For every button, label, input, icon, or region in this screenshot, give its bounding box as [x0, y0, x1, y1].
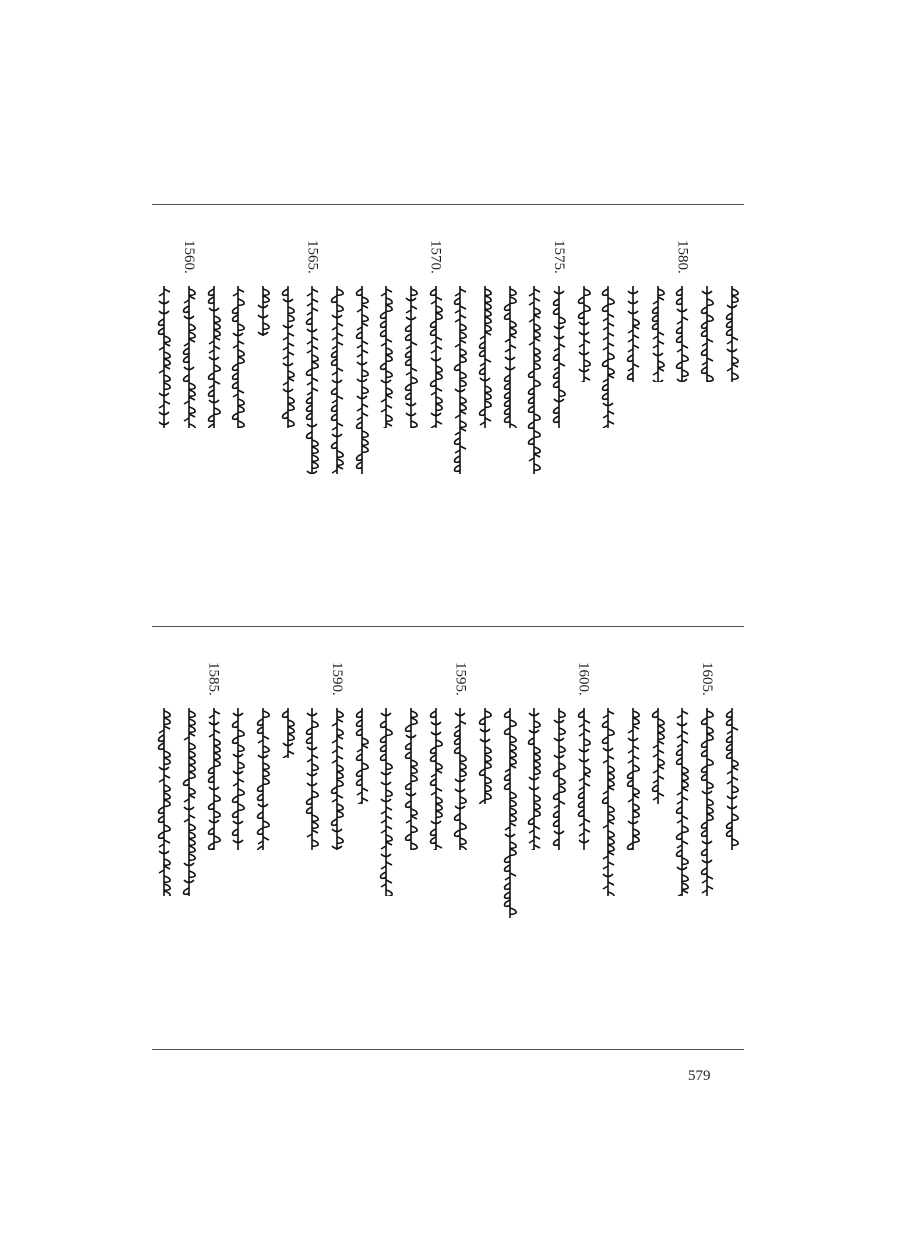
script-text [502, 286, 518, 428]
verse-line [670, 240, 694, 500]
script-text [403, 708, 419, 850]
script-glyphs [181, 708, 197, 896]
verse-line [695, 662, 719, 922]
verse-line [152, 240, 176, 500]
script-glyphs [650, 286, 666, 382]
script-text [354, 286, 370, 474]
script-glyphs [354, 708, 370, 804]
script-text [452, 286, 468, 474]
script-text [625, 286, 641, 382]
line-number: 1580. [674, 240, 691, 274]
verse-line [276, 662, 300, 922]
script-glyphs [502, 708, 518, 918]
script-glyphs [329, 708, 345, 850]
verse-line [374, 662, 398, 922]
script-glyphs [625, 286, 641, 382]
script-glyphs [378, 708, 394, 896]
script-text [477, 708, 493, 804]
script-text [230, 708, 246, 850]
script-glyphs [280, 708, 296, 758]
script-text [600, 708, 616, 896]
script-glyphs [156, 708, 172, 896]
script-text [378, 286, 394, 428]
script-glyphs [156, 286, 172, 428]
script-text [650, 708, 666, 804]
verse-line [300, 240, 324, 500]
script-glyphs [576, 286, 592, 382]
script-text [280, 708, 296, 758]
top-rule [152, 204, 744, 205]
verse-line [276, 240, 300, 500]
script-text [576, 286, 592, 382]
line-number: 1590. [329, 662, 345, 696]
line-number: 1560. [181, 240, 197, 274]
script-glyphs [674, 286, 690, 382]
verse-line [522, 662, 546, 922]
script-text [378, 708, 394, 896]
script-text [526, 708, 542, 850]
script-glyphs [502, 286, 518, 428]
verse-line [350, 240, 374, 500]
script-glyphs [230, 286, 246, 428]
verse-line [695, 240, 719, 500]
verse-line [596, 240, 620, 500]
script-text [674, 286, 690, 382]
script-text [206, 708, 222, 850]
script-text [477, 286, 493, 428]
verse-line [670, 662, 694, 922]
verse-line [646, 240, 670, 500]
verse-line [720, 240, 744, 500]
script-glyphs [477, 286, 493, 428]
page-number: 579 [688, 1068, 711, 1084]
verse-line [226, 240, 250, 500]
script-glyphs [650, 708, 666, 804]
script-glyphs [206, 708, 222, 850]
script-glyphs [600, 286, 616, 428]
verse-line [547, 662, 571, 922]
verse-block-top [152, 240, 744, 500]
script-glyphs [304, 286, 320, 474]
verse-line [300, 662, 324, 922]
script-glyphs [551, 708, 567, 850]
verse-line [473, 662, 497, 922]
bottom-rule [152, 1049, 744, 1050]
line-number: 1595. [452, 662, 469, 696]
verse-line [399, 662, 423, 922]
script-glyphs [354, 286, 370, 474]
script-glyphs [181, 286, 197, 428]
script-glyphs [674, 708, 690, 896]
verse-line [177, 662, 201, 922]
verse-line [325, 240, 349, 500]
verse-line [152, 662, 176, 922]
script-glyphs [625, 708, 641, 850]
script-glyphs [724, 286, 740, 382]
script-glyphs [600, 708, 616, 896]
script-text [329, 286, 345, 474]
script-text [699, 708, 715, 896]
verse-line [572, 662, 596, 922]
script-glyphs [526, 286, 542, 474]
verse-line [325, 662, 349, 922]
script-text [650, 286, 666, 382]
verse-line [177, 240, 201, 500]
line-number: 1575. [551, 240, 567, 274]
verse-line [498, 662, 522, 922]
script-text [156, 708, 172, 896]
script-text [255, 708, 271, 850]
script-text [280, 286, 296, 428]
script-glyphs [378, 286, 394, 428]
verse-block-bottom [152, 662, 744, 922]
script-text [304, 708, 320, 850]
script-glyphs [206, 286, 222, 428]
script-glyphs [452, 286, 468, 474]
middle-rule [152, 626, 744, 627]
verse-line [374, 240, 398, 500]
script-text [600, 286, 616, 428]
verse-line [202, 662, 226, 922]
script-text [452, 708, 468, 850]
script-glyphs [329, 286, 345, 474]
script-text [674, 708, 690, 896]
verse-line [350, 662, 374, 922]
verse-line [498, 240, 522, 500]
verse-line [424, 662, 448, 922]
script-glyphs [699, 286, 715, 382]
script-text [551, 286, 567, 428]
script-text [181, 708, 197, 896]
line-number: 1585. [205, 662, 222, 696]
script-text [428, 708, 444, 850]
script-glyphs [255, 286, 271, 336]
verse-line [621, 240, 645, 500]
verse-line [424, 240, 448, 500]
script-text [304, 286, 320, 474]
script-text [255, 286, 271, 336]
script-glyphs [477, 708, 493, 804]
script-text [156, 286, 172, 428]
verse-line [572, 240, 596, 500]
script-text [354, 708, 370, 804]
script-glyphs [403, 708, 419, 850]
verse-line [720, 662, 744, 922]
line-number: 1600. [575, 662, 592, 696]
verse-line [448, 662, 472, 922]
verse-line [646, 662, 670, 922]
verse-line [202, 240, 226, 500]
script-glyphs [452, 708, 468, 850]
script-text [526, 286, 542, 474]
script-text [724, 286, 740, 382]
script-glyphs [576, 708, 592, 850]
script-glyphs [230, 708, 246, 850]
script-glyphs [255, 708, 271, 850]
verse-line [621, 662, 645, 922]
verse-line [547, 240, 571, 500]
script-text [181, 286, 197, 428]
script-glyphs [428, 286, 444, 428]
verse-line [226, 662, 250, 922]
verse-line [448, 240, 472, 500]
script-text [403, 286, 419, 428]
line-number: 1570. [427, 240, 444, 274]
verse-line [251, 240, 275, 500]
script-glyphs [724, 708, 740, 850]
verse-line [596, 662, 620, 922]
script-glyphs [304, 708, 320, 850]
script-text [699, 286, 715, 382]
verse-line [251, 662, 275, 922]
script-text [428, 286, 444, 428]
line-number: 1565. [304, 240, 321, 274]
script-text [206, 286, 222, 428]
script-text [230, 286, 246, 428]
script-glyphs [428, 708, 444, 850]
script-text [724, 708, 740, 850]
verse-line [522, 240, 546, 500]
script-text [551, 708, 567, 850]
script-glyphs [403, 286, 419, 428]
script-glyphs [699, 708, 715, 896]
verse-line [473, 240, 497, 500]
script-text [502, 708, 518, 918]
verse-line [399, 240, 423, 500]
script-glyphs [280, 286, 296, 428]
script-glyphs [526, 708, 542, 850]
script-text [625, 708, 641, 850]
script-text [329, 708, 345, 850]
line-number: 1605. [699, 662, 715, 696]
script-glyphs [551, 286, 567, 428]
script-text [576, 708, 592, 850]
